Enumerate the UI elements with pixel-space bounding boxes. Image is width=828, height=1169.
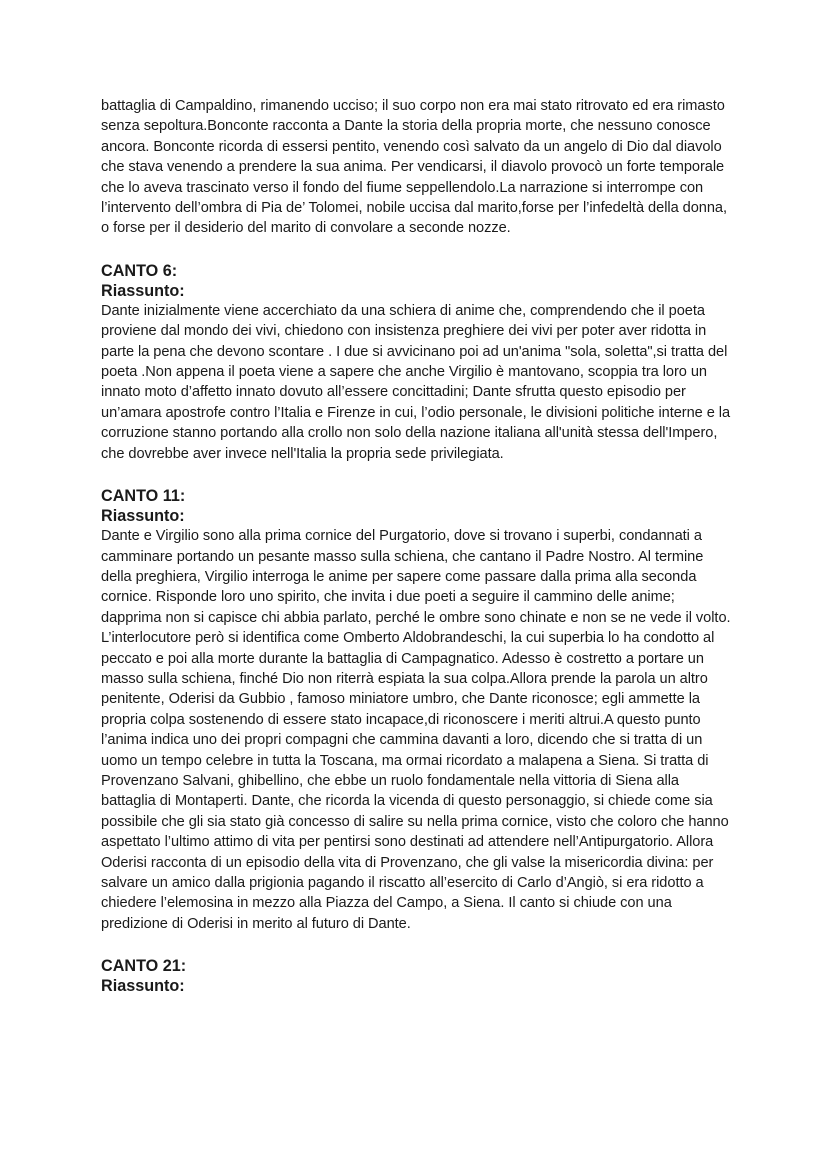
section-canto-11 [101,486,731,934]
document-page [101,96,731,996]
intro-paragraph: battaglia di Campaldino, rimanendo ucciso; il suo corpo non era mai stato ritrovato ed era rimasto senza sepoltura.Bonconte racconta a Dante la storia della propria morte, che nessuno conosce ancora. Bonconte ricorda di essersi pentito, venendo così salvato da un angelo di Dio dal diavolo che stava venendo a prendere la sua anima. Per vendicarsi, il diavolo provocò un forte temporale che lo aveva trascinato verso il fondo del fiume seppellendolo.La narrazione si interrompe con l’intervento dell’ombra di Pia de’ Tolomei, nobile uccisa dal marito,forse per l’infedeltà della donna, o forse per il desiderio del marito di convolare a seconde nozze. [101,98,727,237]
section-subtitle: Riassunto: [101,281,185,300]
section-subtitle: Riassunto: [101,977,185,996]
section-title: CANTO 21: [101,957,187,976]
section-subtitle: Riassunto: [101,507,185,526]
section-title: CANTO 6: [101,261,178,280]
section-canto-6 [101,261,731,464]
section-paragraph: Dante inizialmente viene accerchiato da una schiera di anime che, comprendendo che il poeta proviene dal mondo dei vivi, chiedono con insistenza preghiere dei vivi per poter aver ridotta in parte la pena che devono scontare . I due si avvicinano poi ad un'anima "sola, soletta",si tratta del poeta .Non appena il poeta viene a sapere che anche Virgilio è mantovano, scoppia tra loro un innato moto d’affetto innato dovuto all’essere concittadini; Dante sfrutta questo episodio per un’amara apostrofe contro l’Italia e Firenze in cui, l’odio personale, le divisioni politiche interne e la corruzione stanno portando alla crollo non solo della nazione italiana all'unità stessa dell'Impero, che dovrebbe aver invece nell'Italia la propria sede privilegiata. [101,302,731,462]
section-title: CANTO 11: [101,487,186,506]
section-canto-21 [101,956,731,996]
section-paragraph: Dante e Virgilio sono alla prima cornice del Purgatorio, dove si trovano i superbi, condannati a camminare portando un pesante masso sulla schiena, che cantano il Padre Nostro. Al termine della preghiera, Virgilio interroga le anime per sapere come passare dalla prima alla seconda cornice. Risponde loro uno spirito, che invita i due poeti a seguire il cammino delle anime; dapprima non si capisce chi abbia parlato, perché le ombre sono chinate e non se ne vede il volto. L’interlocutore però si identifica come Omberto Aldobrandeschi, la cui superbia lo ha condotto al peccato e poi alla morte durante la battaglia di Campagnatico. Adesso è costretto a portare un masso sulla schiena, finché Dio non riterrà espiata la sua colpa.Allora prende la parola un altro penitente, Oderisi da Gubbio , famoso miniatore umbro, che Dante riconosce; egli ammette la propria colpa sostenendo di essere stato incapace,di riconoscere i meriti altrui.A questo punto l’anima indica uno dei propri compagni che cammina davanti a loro, dicendo che si tratta di un uomo un tempo celebre in tutta la Toscana, ma ormai ricordato a malapena a Siena. Si tratta di Provenzano Salvani, ghibellino, che ebbe un ruolo fondamentale nella vittoria di Siena alla battaglia di Montaperti. Dante, che ricorda la vicenda di questo personaggio, si chiede come sia possibile che gli sia stato già concesso di salire su nella prima cornice, visto che coloro che hanno aspettato l’ultimo attimo di vita per pentirsi sono destinati ad attendere nell’Antipurgatorio. Allora Oderisi racconta di un episodio della vita di Provenzano, che gli valse la misericordia divina: per salvare un amico dalla prigionia pagando il riscatto all’esercito di Carlo d’Angiò, si era ridotto a chiedere l’elemosina in mezzo alla Piazza del Campo, a Siena. Il canto si chiude con una predizione di Oderisi in merito al futuro di Dante. [101,528,731,932]
